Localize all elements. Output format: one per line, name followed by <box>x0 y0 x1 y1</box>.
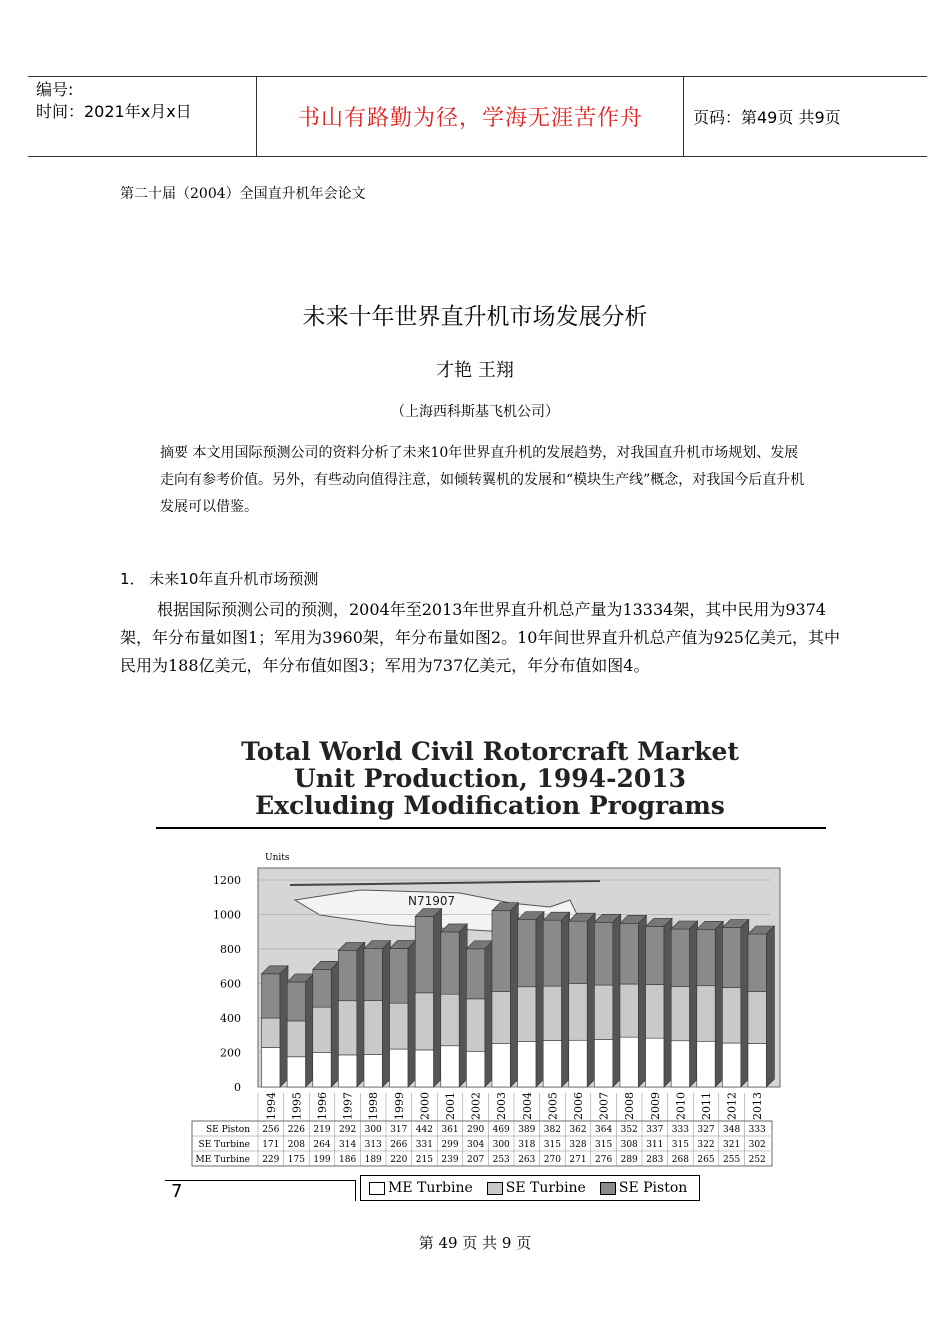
bar-segment <box>338 1001 356 1055</box>
legend-item <box>487 1180 586 1196</box>
aircraft-registration: N71907 <box>408 894 456 908</box>
bar-side-face <box>357 942 365 1087</box>
y-tick-label: 1200 <box>213 874 241 887</box>
bar-segment <box>620 1037 638 1087</box>
table-cell: 302 <box>748 1140 766 1150</box>
table-cell: 268 <box>671 1155 689 1165</box>
table-cell: 352 <box>620 1125 638 1135</box>
table-cell: 317 <box>390 1125 408 1135</box>
x-tick-label: 2001 <box>444 1092 457 1120</box>
paper-title: 未来十年世界直升机市场发展分析 <box>302 304 648 330</box>
bar-segment <box>543 1040 561 1087</box>
bar-side-face <box>382 941 390 1087</box>
table-cell: 256 <box>262 1125 280 1135</box>
legend-label: ME Turbine <box>388 1180 473 1196</box>
x-tick-label: 1999 <box>392 1092 406 1120</box>
bar-segment <box>748 934 766 991</box>
y-tick-label: 400 <box>220 1012 241 1025</box>
table-cell: 253 <box>492 1155 510 1165</box>
bar-side-face <box>485 941 493 1087</box>
table-cell: 263 <box>518 1155 536 1165</box>
bar-side-face <box>690 921 698 1087</box>
chart-title-line: Unit Production, 1994-2013 <box>293 764 687 793</box>
x-tick-label: 2004 <box>520 1092 534 1120</box>
table-cell: 362 <box>569 1125 587 1135</box>
x-tick-label: 1997 <box>341 1092 355 1120</box>
legend-swatch <box>369 1182 385 1195</box>
bar-segment <box>287 1057 305 1087</box>
bar-segment <box>364 1000 382 1054</box>
bar-segment <box>338 1055 356 1087</box>
bar-segment <box>390 1049 408 1087</box>
bar-segment <box>748 991 766 1043</box>
bar-segment <box>646 985 664 1039</box>
table-cell: 271 <box>569 1155 587 1165</box>
bar-segment <box>287 982 305 1021</box>
table-cell: 219 <box>313 1125 331 1135</box>
legend-item <box>369 1180 473 1196</box>
header-divider <box>683 77 684 156</box>
header-page-label: 页码：第49页 共9页 <box>693 108 841 127</box>
table-cell: 189 <box>364 1155 382 1165</box>
page-footer: 第 49 页 共 9 页 <box>418 1234 532 1252</box>
bar-segment <box>671 1041 689 1087</box>
table-cell: 333 <box>671 1125 689 1135</box>
code-label: 编号: <box>36 80 74 99</box>
bar-segment <box>620 923 638 984</box>
table-cell: 215 <box>415 1155 433 1165</box>
table-cell: 207 <box>467 1155 485 1165</box>
x-tick-label: 2006 <box>572 1092 585 1120</box>
bar-segment <box>697 1041 715 1087</box>
bar-side-face <box>562 912 570 1087</box>
header-motto: 书山有路勤为径，学海无涯苦作舟 <box>297 106 643 131</box>
table-cell: 315 <box>543 1140 561 1150</box>
bar-segment <box>262 974 280 1018</box>
bar-segment <box>594 1039 612 1087</box>
bar-segment <box>569 984 587 1041</box>
bar-segment <box>262 1047 280 1087</box>
table-cell: 318 <box>518 1140 536 1150</box>
bar-segment <box>415 993 433 1050</box>
x-tick-label: 2009 <box>648 1092 662 1120</box>
table-cell: 264 <box>313 1140 331 1150</box>
table-cell: 315 <box>671 1140 689 1150</box>
table-cell: 266 <box>390 1140 408 1150</box>
legend-swatch <box>487 1182 503 1195</box>
x-tick-label: 1995 <box>290 1092 304 1120</box>
y-axis-label: Units <box>265 853 290 863</box>
bar-side-face <box>587 913 595 1087</box>
section-heading: 1． 未来10年直升机市场预测 <box>120 570 319 588</box>
bar-segment <box>415 1050 433 1087</box>
bar-segment <box>313 969 331 1007</box>
bar-segment <box>722 988 740 1043</box>
y-tick-label: 800 <box>220 943 241 956</box>
legend-label: SE Piston <box>618 1180 688 1196</box>
bar-segment <box>594 922 612 985</box>
bar-segment <box>364 1054 382 1087</box>
x-tick-label: 2000 <box>418 1092 432 1120</box>
authors: 才艳 王翔 <box>436 360 514 381</box>
table-cell: 304 <box>467 1140 485 1150</box>
bar-segment <box>646 1038 664 1087</box>
table-cell: 252 <box>748 1155 766 1165</box>
bar-segment <box>569 921 587 983</box>
table-cell: 300 <box>364 1125 382 1135</box>
table-cell: 469 <box>492 1125 510 1135</box>
chart-title <box>150 738 830 819</box>
table-cell: 328 <box>569 1140 587 1150</box>
bar-segment <box>518 1042 536 1087</box>
table-row-label: ME Turbine <box>195 1155 250 1165</box>
bar-segment <box>722 1043 740 1087</box>
bar-segment <box>518 987 536 1042</box>
table-cell: 276 <box>595 1155 613 1165</box>
header-meta <box>36 79 256 123</box>
bar-side-face <box>536 912 544 1087</box>
bar-side-face <box>408 940 416 1087</box>
table-cell: 283 <box>646 1155 664 1165</box>
y-tick-label: 1000 <box>213 908 241 922</box>
table-cell: 299 <box>441 1140 459 1150</box>
table-cell: 311 <box>646 1140 664 1150</box>
table-row-label: SE Piston <box>206 1125 250 1135</box>
bar-segment <box>415 917 433 993</box>
x-tick-label: 2012 <box>725 1092 739 1120</box>
bar-side-face <box>306 974 314 1087</box>
bar-segment <box>466 949 484 999</box>
bar-segment <box>594 985 612 1039</box>
bar-side-face <box>331 961 339 1087</box>
bar-side-face <box>664 918 672 1087</box>
bar-segment <box>441 994 459 1046</box>
bar-segment <box>390 1003 408 1049</box>
y-tick-label: 0 <box>234 1081 241 1094</box>
x-tick-label: 1996 <box>316 1092 329 1120</box>
table-cell: 175 <box>287 1155 305 1165</box>
bar-segment <box>569 1040 587 1087</box>
table-cell: 315 <box>595 1140 613 1150</box>
table-cell: 331 <box>415 1140 433 1150</box>
bar-segment <box>287 1021 305 1057</box>
bar-segment <box>466 1051 484 1087</box>
bar-side-face <box>638 915 646 1087</box>
bar-side-face <box>434 909 442 1087</box>
table-cell: 442 <box>415 1125 433 1135</box>
table-row-label: SE Turbine <box>198 1140 250 1150</box>
bar-side-face <box>613 914 621 1087</box>
body-paragraph: 根据国际预测公司的预测，2004年至2013年世界直升机总产量为13334架，其中民用为9374架，年分布量如图1；军用为3960架，年分布量如图2。10年间世界直升机总产值为925亿美元，其中民用为188亿美元，年分布值如图3；军用为737亿美元，年分布值如图4。 <box>120 600 840 675</box>
conference-label: 第二十届（2004）全国直升机年会论文 <box>120 186 366 202</box>
legend-item <box>600 1180 687 1196</box>
table-cell: 361 <box>441 1125 459 1135</box>
table-cell: 199 <box>313 1155 331 1165</box>
figure-corner-box <box>165 1180 356 1201</box>
table-cell: 314 <box>339 1140 357 1150</box>
table-cell: 270 <box>543 1155 561 1165</box>
table-cell: 289 <box>620 1155 638 1165</box>
x-tick-label: 2007 <box>597 1092 611 1120</box>
figure-corner-mark: 7 <box>171 1181 183 1202</box>
table-cell: 171 <box>262 1140 280 1150</box>
table-cell: 321 <box>723 1140 741 1150</box>
table-cell: 186 <box>339 1155 357 1165</box>
bar-side-face <box>741 920 749 1087</box>
bar-segment <box>671 929 689 986</box>
table-cell: 348 <box>723 1125 741 1135</box>
table-cell: 239 <box>441 1155 459 1165</box>
bar-segment <box>338 950 356 1000</box>
header-divider <box>256 77 257 156</box>
x-tick-label: 2003 <box>495 1092 509 1120</box>
x-tick-label: 2002 <box>469 1092 483 1120</box>
table-cell: 389 <box>518 1125 536 1135</box>
bar-segment <box>441 1046 459 1087</box>
chart-title-rule <box>156 827 826 829</box>
stacked-bar-chart <box>190 845 790 1170</box>
page-header <box>28 76 927 157</box>
legend-label: SE Turbine <box>505 1180 586 1196</box>
x-tick-label: 2011 <box>700 1092 713 1120</box>
bar-side-face <box>280 966 288 1087</box>
time-label: 时间：2021年x月x日 <box>36 102 192 121</box>
bar-segment <box>646 926 664 984</box>
abstract: 摘要 本文用国际预测公司的资料分析了未来10年世界直升机的发展趋势，对我国直升机市场规划、发展走向有参考价值。另外，有些动向值得注意，如倾转翼机的发展和“模块生产线”概念，对我国今后直升机发展可以借鉴。 <box>160 445 805 515</box>
bar-segment <box>466 999 484 1051</box>
bar-segment <box>543 986 561 1040</box>
x-tick-label: 1998 <box>367 1092 381 1120</box>
legend-swatch <box>600 1182 616 1195</box>
bar-segment <box>671 986 689 1040</box>
bar-segment <box>313 1053 331 1087</box>
bar-segment <box>697 986 715 1042</box>
bar-segment <box>441 932 459 994</box>
chart-title-line: Excluding Modification Programs <box>255 791 725 820</box>
table-cell: 300 <box>492 1140 510 1150</box>
table-cell: 220 <box>390 1155 408 1165</box>
table-cell: 364 <box>595 1125 613 1135</box>
x-tick-label: 2008 <box>623 1092 637 1120</box>
table-cell: 292 <box>339 1125 357 1135</box>
bar-segment <box>722 928 740 988</box>
table-cell: 327 <box>697 1125 715 1135</box>
table-cell: 382 <box>543 1125 561 1135</box>
chart-legend <box>360 1175 700 1201</box>
chart-title-line: Total World Civil Rotorcraft Market <box>241 737 739 766</box>
bar-segment <box>313 1007 331 1053</box>
x-tick-label: 2010 <box>674 1092 688 1120</box>
bar-segment <box>492 992 510 1044</box>
x-tick-label: 2005 <box>546 1092 560 1120</box>
x-tick-label: 1994 <box>264 1092 278 1120</box>
bar-segment <box>262 1018 280 1047</box>
table-cell: 313 <box>364 1140 382 1150</box>
bar-segment <box>697 929 715 985</box>
table-cell: 308 <box>620 1140 638 1150</box>
bar-side-face <box>510 903 518 1087</box>
table-cell: 226 <box>287 1125 305 1135</box>
table-cell: 255 <box>723 1155 741 1165</box>
table-cell: 337 <box>646 1125 664 1135</box>
table-cell: 229 <box>262 1155 280 1165</box>
table-cell: 208 <box>287 1140 305 1150</box>
bar-side-face <box>766 926 774 1087</box>
bar-segment <box>492 911 510 992</box>
y-tick-label: 200 <box>220 1046 241 1060</box>
table-cell: 265 <box>697 1155 715 1165</box>
bar-segment <box>364 949 382 1001</box>
bar-side-face <box>459 924 467 1087</box>
table-cell: 333 <box>748 1125 766 1135</box>
bar-segment <box>518 920 536 987</box>
x-tick-label: 2013 <box>751 1092 765 1120</box>
table-cell: 322 <box>697 1140 715 1150</box>
affiliation: （上海西科斯基飞机公司） <box>391 404 559 420</box>
y-tick-label: 600 <box>220 977 241 991</box>
bar-segment <box>492 1043 510 1087</box>
table-cell: 290 <box>467 1125 485 1135</box>
bar-segment <box>543 920 561 986</box>
bar-segment <box>748 1044 766 1087</box>
bar-segment <box>620 984 638 1037</box>
bar-segment <box>390 948 408 1003</box>
bar-side-face <box>715 921 723 1087</box>
